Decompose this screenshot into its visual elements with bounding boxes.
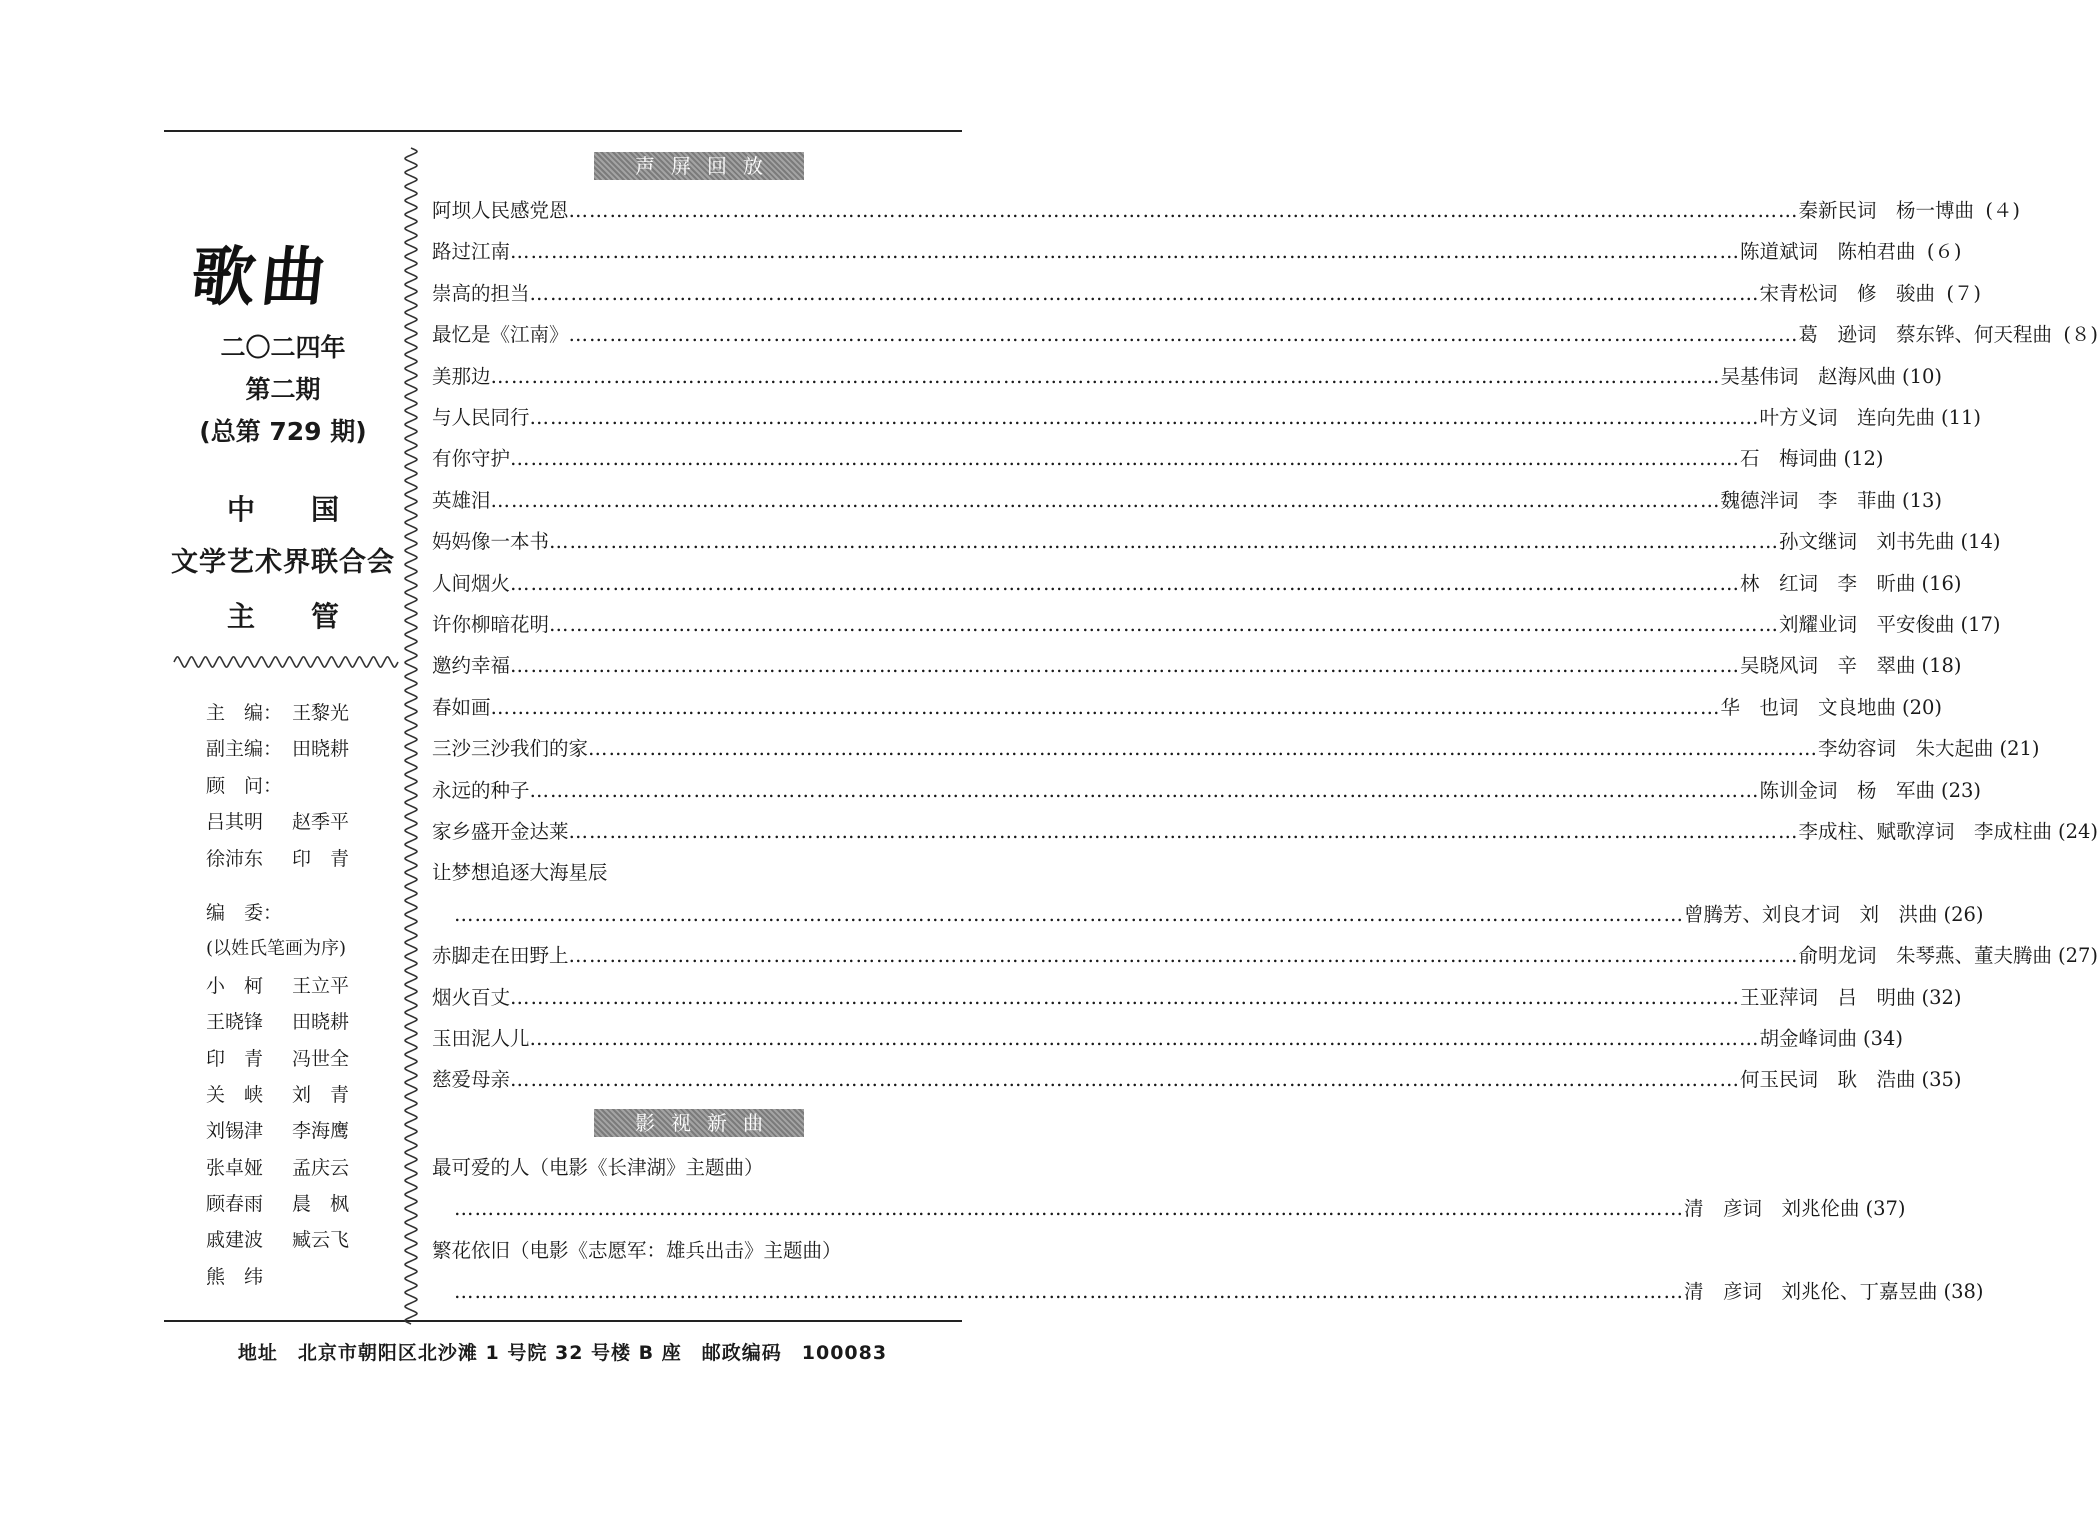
- toc-entry: [432, 320, 2098, 350]
- toc-entry: [432, 403, 1982, 433]
- entry-page: (26): [1943, 902, 1984, 926]
- leader-dots: ………………………………………………………………………………………………………………………………………………………………: [510, 571, 1741, 595]
- toc-entry: [432, 362, 1943, 392]
- toc-entry: [432, 1153, 962, 1183]
- toc-entry-continuation: [432, 900, 1984, 930]
- committee-member: 刘 青: [292, 1083, 350, 1106]
- section-title: 影视新曲: [635, 1110, 779, 1135]
- entry-page: (12): [1843, 447, 1884, 471]
- leader-dots: ………………………………………………………………………………………………………………………………………………………………: [510, 1068, 1741, 1092]
- entry-title: 春如画: [432, 695, 491, 719]
- toc-entry: [432, 1065, 1962, 1095]
- leader-dots: ………………………………………………………………………………………………………………………………………………………………: [510, 240, 1741, 264]
- leader-dots: ………………………………………………………………………………………………………………………………………………………………: [568, 944, 1799, 968]
- wavy-divider: [402, 148, 420, 1313]
- advisor-name: 赵季平: [292, 811, 350, 834]
- issue-year: 二〇二四年: [220, 333, 346, 362]
- entry-credits: 秦新民词 杨一博曲: [1798, 199, 1975, 222]
- committee-row: [206, 1041, 349, 1077]
- committee-member: 王晓锋: [206, 1011, 264, 1034]
- committee-member: 小 柯: [206, 974, 264, 997]
- entry-title: 路过江南: [432, 240, 511, 264]
- committee-label: 编 委：: [206, 901, 283, 924]
- entry-title: 玉田泥人儿: [432, 1027, 530, 1050]
- committee-member: 熊 纬: [206, 1265, 264, 1288]
- committee-member: 孟庆云: [292, 1156, 350, 1179]
- entry-credits: 王亚萍词 吕 明曲: [1740, 985, 1916, 1009]
- entry-title: 繁花依旧（电影《志愿军：雄兵出击》主题曲）: [432, 1238, 842, 1262]
- leader-dots: ………………………………………………………………………………………………………………………………………………………………: [510, 447, 1741, 471]
- entry-title: 阿坝人民感党恩: [432, 199, 569, 222]
- chief-editor-label: 主 编：: [206, 702, 283, 724]
- entry-title: 最可爱的人（电影《长津湖》主题曲）: [432, 1155, 764, 1179]
- entry-title: 烟火百丈: [432, 985, 511, 1009]
- toc-entry: [432, 734, 2040, 764]
- committee-note: (以姓氏笔画为序): [206, 938, 347, 960]
- leader-dots: ………………………………………………………………………………………………………………………………………………………………: [568, 820, 1799, 843]
- entry-title: 崇高的担当: [432, 281, 530, 305]
- entry-credits: 陈训金词 杨 军曲: [1759, 778, 1936, 802]
- editorial-staff: [206, 695, 349, 1295]
- entry-credits: 林 红词 李 昕曲: [1740, 571, 1916, 595]
- entry-title: 美那边: [432, 364, 491, 388]
- leader-dots: ………………………………………………………………………………………………………………………………………………………………: [510, 654, 1741, 678]
- advisor-name: 吕其明: [206, 811, 264, 834]
- entry-page: (20): [1902, 695, 1943, 719]
- entry-title: 许你柳暗花明: [432, 613, 550, 636]
- toc-entry: [432, 1024, 1904, 1054]
- entry-page: (７): [1946, 281, 1982, 305]
- toc-entry: [432, 941, 2098, 971]
- committee-row: [206, 968, 349, 1004]
- entry-credits: 华 也词 文良地曲: [1720, 695, 1897, 719]
- entry-page: (17): [1960, 613, 2001, 636]
- bottom-rule: [164, 1320, 962, 1322]
- entry-page: (18): [1921, 654, 1962, 678]
- entry-page: (38): [1943, 1280, 1984, 1303]
- entry-title: 妈妈像一本书: [432, 530, 550, 554]
- leader-dots: ………………………………………………………………………………………………………………………………………………………………: [549, 613, 1780, 636]
- entry-credits: 孙文继词 刘书先曲: [1779, 530, 1955, 554]
- toc-entry: [432, 569, 1962, 599]
- entry-page: (11): [1941, 406, 1982, 429]
- entry-title: 有你守护: [432, 447, 511, 471]
- leader-dots: ………………………………………………………………………………………………………………………………………………………………: [510, 985, 1741, 1009]
- toc-entry: [432, 776, 1982, 806]
- entry-page: (21): [1999, 737, 2040, 761]
- toc-entry: [432, 444, 1884, 474]
- entry-page: (35): [1921, 1068, 1962, 1092]
- toc-entry-continuation: [432, 1277, 1984, 1307]
- committee-member: 刘锡津: [206, 1120, 264, 1143]
- advisor-row: [206, 841, 349, 877]
- entry-credits: 李成柱、赋歌淳词 李成柱曲: [1798, 820, 2053, 843]
- leader-dots: ………………………………………………………………………………………………………………………………………………………………: [490, 695, 1721, 719]
- entry-page: (６): [1926, 240, 1962, 264]
- entry-credits: 胡金峰词曲: [1759, 1027, 1858, 1050]
- entry-title: 三沙三沙我们的家: [432, 737, 589, 761]
- entry-credits: 吴基伟词 赵海风曲: [1720, 364, 1897, 388]
- advisor-label: 顾 问：: [206, 774, 283, 797]
- entry-credits: 曾腾芳、刘良才词 刘 洪曲: [1684, 902, 1938, 926]
- entry-credits: 清 彦词 刘兆伦、丁嘉昱曲: [1684, 1280, 1938, 1303]
- entry-page: (16): [1921, 571, 1962, 595]
- committee-row: [206, 1259, 349, 1295]
- committee-member: 李海鹰: [292, 1120, 350, 1143]
- advisor-row: [206, 804, 349, 840]
- committee-member: 印 青: [206, 1047, 264, 1070]
- deputy-editor-label: 副主编：: [206, 738, 283, 761]
- committee-row: [206, 1113, 349, 1149]
- chief-editor-name: 王黎光: [292, 702, 350, 724]
- leader-dots: ………………………………………………………………………………………………………………………………………………………………: [529, 281, 1760, 305]
- entry-page: (10): [1902, 364, 1943, 388]
- entry-title: 最忆是《江南》: [432, 323, 569, 347]
- sponsor-line-2: 文学艺术界联合会: [171, 547, 395, 578]
- leader-dots: ………………………………………………………………………………………………………………………………………………………………: [549, 530, 1780, 554]
- entry-title: 永远的种子: [432, 778, 530, 802]
- committee-row: [206, 1150, 349, 1186]
- chief-editor-row: [206, 695, 349, 731]
- leader-dots: ………………………………………………………………………………………………………………………………………………………………: [490, 364, 1721, 388]
- toc-entry: [432, 610, 2001, 640]
- entry-page: (34): [1863, 1027, 1904, 1050]
- committee-row: [206, 1186, 349, 1222]
- toc-entry: [432, 237, 1962, 267]
- entry-credits: 俞明龙词 朱琴燕、董夫腾曲: [1798, 944, 2053, 968]
- entry-page: (27): [2058, 944, 2098, 968]
- entry-credits: 叶方义词 连向先曲: [1759, 406, 1936, 429]
- entry-page: (14): [1960, 530, 2001, 554]
- sponsor-line-1: 中 国: [226, 493, 339, 526]
- deputy-editor-row: [206, 731, 349, 767]
- leader-dots: ………………………………………………………………………………………………………………………………………………………………: [529, 778, 1760, 802]
- issue-total: (总第 729 期): [199, 417, 367, 446]
- toc-entry: [432, 527, 2001, 557]
- leader-dots: ………………………………………………………………………………………………………………………………………………………………: [454, 902, 1684, 926]
- committee-row: [206, 1222, 349, 1258]
- address-line: 地址 北京市朝阳区北沙滩 1 号院 32 号楼 B 座 邮政编码 100083: [237, 1342, 888, 1364]
- toc-entry: [432, 279, 1982, 309]
- leader-dots: ………………………………………………………………………………………………………………………………………………………………: [490, 488, 1721, 512]
- toc-entry: [432, 858, 962, 888]
- committee-member: 冯世全: [292, 1047, 350, 1070]
- committee-member: 晨 枫: [292, 1193, 350, 1216]
- toc-entry: [432, 651, 1962, 681]
- entry-page: (24): [2058, 820, 2098, 843]
- entry-page: (32): [1921, 985, 1962, 1009]
- committee-member: 王立平: [292, 974, 350, 997]
- entry-credits: 石 梅词曲: [1740, 447, 1838, 471]
- entry-title: 赤脚走在田野上: [432, 944, 569, 968]
- toc-entry: [432, 486, 1943, 516]
- entry-page: (８): [2063, 323, 2098, 347]
- committee-member: 关 峡: [206, 1083, 264, 1106]
- top-rule: [164, 130, 962, 132]
- entry-page: (37): [1865, 1197, 1906, 1221]
- section-header: [594, 1109, 804, 1137]
- entry-page: (23): [1941, 778, 1982, 802]
- committee-member: 臧云飞: [292, 1229, 350, 1252]
- toc-entry: [432, 1236, 962, 1266]
- issue-number: 第二期: [245, 375, 321, 404]
- entry-title: 让梦想追逐大海星辰: [432, 861, 608, 885]
- entry-title: 慈爱母亲: [432, 1068, 511, 1092]
- entry-credits: 宋青松词 修 骏曲: [1759, 281, 1936, 305]
- leader-dots: ………………………………………………………………………………………………………………………………………………………………: [454, 1280, 1684, 1303]
- advisor-name: 印 青: [292, 847, 350, 870]
- leader-dots: ………………………………………………………………………………………………………………………………………………………………: [588, 737, 1819, 761]
- entry-page: (13): [1902, 488, 1943, 512]
- entry-title: 与人民同行: [432, 406, 530, 429]
- entry-credits: 刘耀业词 平安俊曲: [1779, 613, 1955, 636]
- committee-row: [206, 1077, 349, 1113]
- sponsor-line-3: 主 管: [226, 600, 339, 633]
- leader-dots: ………………………………………………………………………………………………………………………………………………………………: [529, 1027, 1760, 1050]
- ornament-wave: [174, 655, 396, 669]
- leader-dots: ………………………………………………………………………………………………………………………………………………………………: [568, 199, 1799, 222]
- committee-row: [206, 1004, 349, 1040]
- entry-credits: 魏德泮词 李 菲曲: [1720, 488, 1897, 512]
- committee-member: 张卓娅: [206, 1156, 264, 1179]
- entry-title: 家乡盛开金达莱: [432, 820, 569, 843]
- magazine-logo: 歌曲: [187, 240, 336, 315]
- leader-dots: ………………………………………………………………………………………………………………………………………………………………: [529, 406, 1760, 429]
- committee-member: 顾春雨: [206, 1193, 264, 1216]
- toc-entry: [432, 817, 2098, 847]
- entry-title: 人间烟火: [432, 571, 511, 595]
- entry-credits: 葛 逊词 蔡东铧、何天程曲: [1798, 323, 2053, 347]
- committee-member: 田晓耕: [292, 1011, 350, 1034]
- leader-dots: ………………………………………………………………………………………………………………………………………………………………: [568, 323, 1799, 347]
- entry-credits: 清 彦词 刘兆伦曲: [1684, 1197, 1860, 1221]
- entry-page: (４): [1985, 199, 2021, 222]
- entry-credits: 李幼容词 朱大起曲: [1818, 737, 1994, 761]
- section-title: 声屏回放: [635, 154, 779, 178]
- committee-member: 戚建波: [206, 1229, 264, 1252]
- entry-title: 邀约幸福: [432, 654, 511, 678]
- entry-credits: 何玉民词 耿 浩曲: [1740, 1068, 1916, 1092]
- section-header: [594, 152, 804, 180]
- entry-credits: 陈道斌词 陈柏君曲: [1740, 240, 1916, 264]
- toc-entry: [432, 983, 1962, 1013]
- toc-entry: [432, 196, 2021, 226]
- advisor-name: 徐沛东: [206, 847, 264, 870]
- leader-dots: ………………………………………………………………………………………………………………………………………………………………: [454, 1197, 1684, 1221]
- entry-credits: 吴晓风词 辛 翠曲: [1740, 654, 1916, 678]
- toc-entry-continuation: [432, 1194, 1906, 1224]
- deputy-editor-name: 田晓耕: [292, 738, 350, 761]
- entry-title: 英雄泪: [432, 488, 491, 512]
- toc-entry: [432, 693, 1943, 723]
